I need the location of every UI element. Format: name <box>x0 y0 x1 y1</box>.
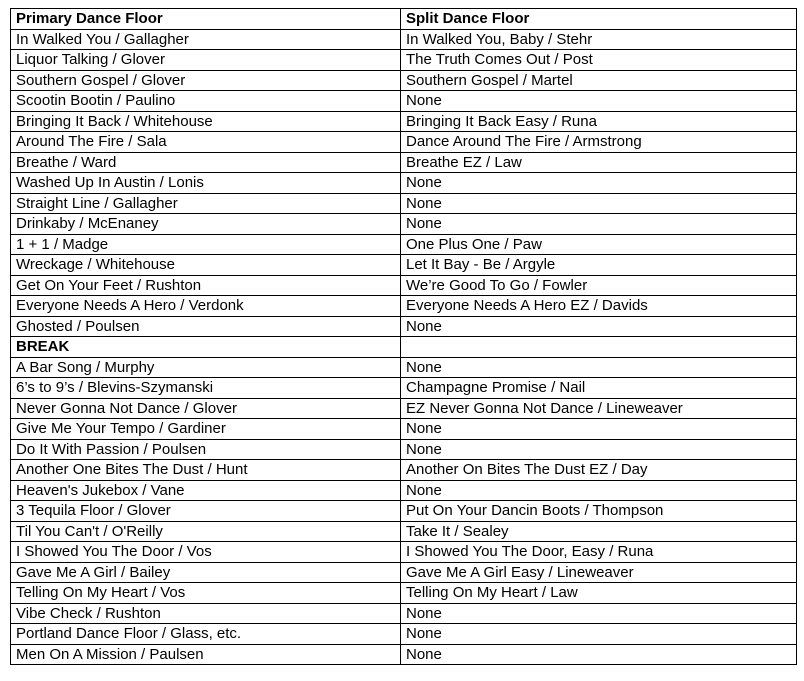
split-dance-cell: Take It / Sealey <box>401 521 797 542</box>
table-row <box>11 501 797 522</box>
column-header-primary: Primary Dance Floor <box>11 9 401 30</box>
table-row <box>11 624 797 645</box>
primary-dance-cell: Scootin Bootin / Paulino <box>11 91 401 112</box>
split-dance-cell: None <box>401 439 797 460</box>
split-dance-cell: Another On Bites The Dust EZ / Day <box>401 460 797 481</box>
column-header-split: Split Dance Floor <box>401 9 797 30</box>
table-row <box>11 357 797 378</box>
split-dance-cell: Put On Your Dancin Boots / Thompson <box>401 501 797 522</box>
primary-dance-cell: Portland Dance Floor / Glass, etc. <box>11 624 401 645</box>
primary-dance-cell: 6’s to 9’s / Blevins-Szymanski <box>11 378 401 399</box>
split-dance-cell: Everyone Needs A Hero EZ / Davids <box>401 296 797 317</box>
primary-dance-cell: Around The Fire / Sala <box>11 132 401 153</box>
table-row <box>11 562 797 583</box>
primary-dance-cell: Everyone Needs A Hero / Verdonk <box>11 296 401 317</box>
split-dance-cell: None <box>401 193 797 214</box>
split-dance-cell: Champagne Promise / Nail <box>401 378 797 399</box>
split-dance-cell: Gave Me A Girl Easy / Lineweaver <box>401 562 797 583</box>
table-row <box>11 542 797 563</box>
section-break-label: BREAK <box>11 337 401 358</box>
table-row <box>11 398 797 419</box>
primary-dance-cell: 3 Tequila Floor / Glover <box>11 501 401 522</box>
split-dance-cell: We’re Good To Go / Fowler <box>401 275 797 296</box>
split-dance-cell: EZ Never Gonna Not Dance / Lineweaver <box>401 398 797 419</box>
split-dance-cell: Telling On My Heart / Law <box>401 583 797 604</box>
primary-dance-cell: I Showed You The Door / Vos <box>11 542 401 563</box>
table-body <box>11 29 797 665</box>
split-dance-cell: None <box>401 419 797 440</box>
table-row <box>11 29 797 50</box>
primary-dance-cell: Get On Your Feet / Rushton <box>11 275 401 296</box>
table-row <box>11 439 797 460</box>
primary-dance-cell: Do It With Passion / Poulsen <box>11 439 401 460</box>
split-dance-cell: Breathe EZ / Law <box>401 152 797 173</box>
section-break-row <box>11 337 797 358</box>
split-dance-cell: None <box>401 214 797 235</box>
split-dance-cell: Bringing It Back Easy / Runa <box>401 111 797 132</box>
table-row <box>11 214 797 235</box>
table-row <box>11 460 797 481</box>
split-dance-cell: None <box>401 624 797 645</box>
split-dance-cell: Let It Bay - Be / Argyle <box>401 255 797 276</box>
split-dance-cell: None <box>401 316 797 337</box>
split-dance-cell: Dance Around The Fire / Armstrong <box>401 132 797 153</box>
split-dance-cell: In Walked You, Baby / Stehr <box>401 29 797 50</box>
primary-dance-cell: Southern Gospel / Glover <box>11 70 401 91</box>
primary-dance-cell: Liquor Talking / Glover <box>11 50 401 71</box>
table-row <box>11 275 797 296</box>
table-row <box>11 70 797 91</box>
table-row <box>11 419 797 440</box>
table-row <box>11 91 797 112</box>
primary-dance-cell: Straight Line / Gallagher <box>11 193 401 214</box>
primary-dance-cell: Vibe Check / Rushton <box>11 603 401 624</box>
split-dance-cell: None <box>401 603 797 624</box>
split-dance-cell: Southern Gospel / Martel <box>401 70 797 91</box>
table-row <box>11 132 797 153</box>
split-dance-cell: None <box>401 91 797 112</box>
table-row <box>11 111 797 132</box>
primary-dance-cell: Men On A Mission / Paulsen <box>11 644 401 665</box>
primary-dance-cell: Give Me Your Tempo / Gardiner <box>11 419 401 440</box>
table-row <box>11 378 797 399</box>
primary-dance-cell: In Walked You / Gallagher <box>11 29 401 50</box>
primary-dance-cell: 1 + 1 / Madge <box>11 234 401 255</box>
table-row <box>11 603 797 624</box>
table-row <box>11 583 797 604</box>
primary-dance-cell: Til You Can't / O'Reilly <box>11 521 401 542</box>
primary-dance-cell: Ghosted / Poulsen <box>11 316 401 337</box>
table-row <box>11 255 797 276</box>
primary-dance-cell: A Bar Song / Murphy <box>11 357 401 378</box>
split-dance-cell: The Truth Comes Out / Post <box>401 50 797 71</box>
table-row <box>11 316 797 337</box>
primary-dance-cell: Never Gonna Not Dance / Glover <box>11 398 401 419</box>
table-row <box>11 644 797 665</box>
primary-dance-cell: Washed Up In Austin / Lonis <box>11 173 401 194</box>
primary-dance-cell: Heaven's Jukebox / Vane <box>11 480 401 501</box>
primary-dance-cell: Wreckage / Whitehouse <box>11 255 401 276</box>
split-dance-cell: I Showed You The Door, Easy / Runa <box>401 542 797 563</box>
primary-dance-cell: Another One Bites The Dust / Hunt <box>11 460 401 481</box>
primary-dance-cell: Drinkaby / McEnaney <box>11 214 401 235</box>
table-row <box>11 234 797 255</box>
split-dance-cell: One Plus One / Paw <box>401 234 797 255</box>
split-dance-cell: None <box>401 173 797 194</box>
dance-floor-table <box>10 8 797 665</box>
split-dance-cell: None <box>401 644 797 665</box>
table-row <box>11 193 797 214</box>
table-header-row <box>11 9 797 30</box>
table-row <box>11 50 797 71</box>
table-row <box>11 173 797 194</box>
split-dance-cell <box>401 337 797 358</box>
table-row <box>11 152 797 173</box>
table-row <box>11 480 797 501</box>
primary-dance-cell: Gave Me A Girl / Bailey <box>11 562 401 583</box>
split-dance-cell: None <box>401 480 797 501</box>
primary-dance-cell: Telling On My Heart / Vos <box>11 583 401 604</box>
table-row <box>11 296 797 317</box>
primary-dance-cell: Breathe / Ward <box>11 152 401 173</box>
primary-dance-cell: Bringing It Back / Whitehouse <box>11 111 401 132</box>
split-dance-cell: None <box>401 357 797 378</box>
table-row <box>11 521 797 542</box>
